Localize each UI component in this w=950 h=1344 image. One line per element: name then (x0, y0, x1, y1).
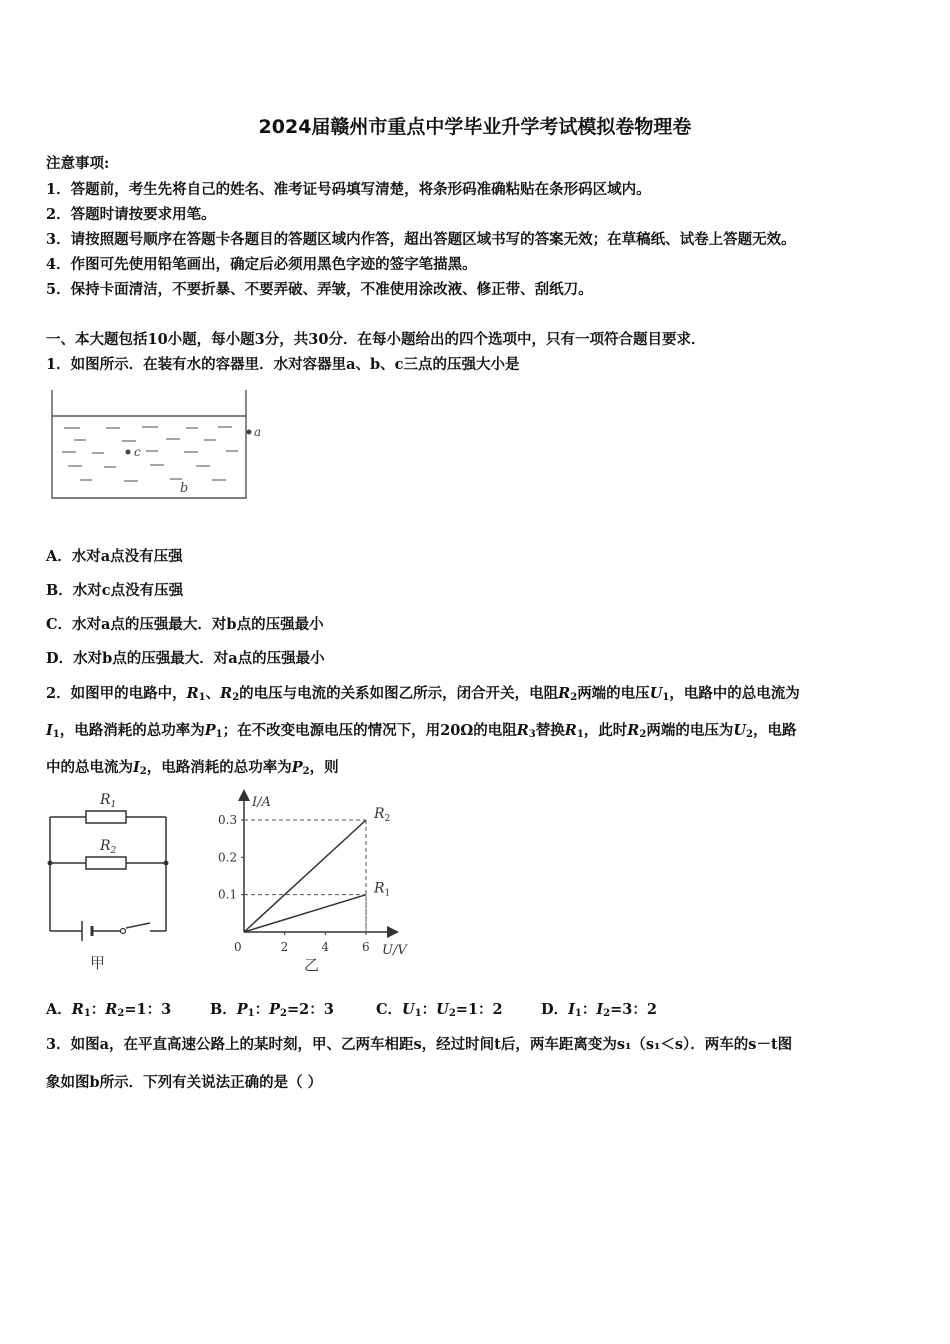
text: ，则 (309, 759, 339, 776)
notice-item-4: 4．作图可先使用铅笔画出，确定后必须用黑色字迹的签字笔描黑。 (46, 256, 477, 273)
letter: C． (376, 1001, 403, 1018)
resistor-r1 (86, 811, 126, 823)
letter: B． (210, 1001, 237, 1018)
sub: 2 (448, 1008, 456, 1019)
series-label-r2: $R_2$ (374, 806, 391, 824)
q2-iv-graph (210, 786, 420, 976)
notice-item-2: 2．答题时请按要求用笔。 (46, 206, 216, 223)
sub: 2 (232, 692, 240, 703)
text: 两端的电压为 (646, 722, 734, 739)
y-tick-label: 0.1 (218, 887, 238, 902)
switch-pivot (121, 929, 126, 934)
text: ： (581, 1001, 597, 1018)
var: P (204, 722, 216, 739)
var: R (71, 1001, 84, 1018)
var: I (596, 1001, 604, 1018)
text: =3：2 (610, 1001, 657, 1018)
circuit-caption: 甲 (90, 954, 106, 972)
text: 中的总电流为 (46, 759, 133, 776)
q3-stem-line-1: 3．如图a，在平直高速公路上的某时刻，甲、乙两车相距s，经过时间t后，两车距离变为s₁（s₁＜s）．两车的s－t图 (46, 1036, 793, 1053)
q2-option-b[interactable] (210, 998, 334, 1019)
r2-label (99, 838, 117, 856)
q1-option-a[interactable]: A．水对a点没有压强 (46, 548, 183, 565)
var: R (564, 722, 577, 739)
point-a-marker (247, 430, 252, 435)
text: ；在不改变电源电压的情况下，用20Ω的电阻 (222, 722, 517, 739)
page-title: 2024届赣州市重点中学毕业升学考试模拟卷物理卷 (258, 116, 692, 138)
var: R (220, 685, 233, 702)
q1-option-d[interactable]: D．水对b点的压强最大．对a点的压强最小 (46, 650, 325, 667)
var: U (649, 685, 663, 702)
notice-heading: 注意事项: (46, 155, 110, 172)
text: ： (254, 1001, 270, 1018)
q2-option-c[interactable] (376, 998, 503, 1019)
q2-stem-line-3 (46, 756, 339, 777)
q3-stem-line-2: 象如图b所示．下列有关说法正确的是（ ） (46, 1074, 323, 1091)
sub: 1 (574, 1008, 582, 1019)
r1-label-sub: 1 (110, 800, 117, 810)
water-dashes (62, 427, 238, 481)
y-tick-label: 0.2 (218, 850, 238, 865)
sub: 2 (280, 1008, 288, 1019)
point-c-marker (126, 450, 131, 455)
var: U (436, 1001, 449, 1018)
sub: 2 (745, 729, 753, 740)
notice-item-3: 3．请按照题号顺序在答题卡各题目的答题区域内作答，超出答题区域书写的答案无效；在草稿纸、试卷上答题无效。 (46, 231, 796, 248)
sub: 1 (662, 692, 670, 703)
var: I (133, 759, 140, 776)
q1-stem: 1．如图所示．在装有水的容器里．水对容器里a、b、c三点的压强大小是 (46, 356, 520, 373)
sub: 2 (139, 766, 147, 777)
resistor-r2 (86, 857, 126, 869)
text: ，电路消耗的总功率为 (59, 722, 205, 739)
point-c-label: c (134, 445, 141, 459)
r2-label-sub: 2 (110, 846, 117, 856)
container-outline (52, 390, 246, 498)
sub: 1 (247, 1008, 255, 1019)
text: 2．如图甲的电路中， (46, 685, 187, 702)
r1-label-main: R (100, 792, 111, 808)
r2-label-main: R (100, 838, 111, 854)
sub: 1 (198, 692, 206, 703)
notice-item-5: 5．保持卡面清洁，不要折暴、不要弄破、弄皱，不准使用涂改液、修正带、刮纸刀。 (46, 281, 593, 298)
series-line-r2 (244, 820, 366, 932)
q1-container-figure (46, 388, 276, 503)
sub: 2 (603, 1008, 611, 1019)
sub: 2 (302, 766, 310, 777)
q2-option-a[interactable] (46, 998, 171, 1019)
junction-right (164, 861, 169, 866)
x-axis-label: U/V (382, 943, 407, 958)
sub: 1 (83, 1008, 91, 1019)
sub: 2 (639, 729, 647, 740)
var: P (236, 1001, 248, 1018)
var: I (568, 1001, 575, 1018)
q2-stem-line-2 (46, 719, 796, 740)
letter: D． (541, 1001, 569, 1018)
var: U (402, 1001, 415, 1018)
text: ： (421, 1001, 437, 1018)
sub: 1 (52, 729, 60, 740)
var: R (558, 685, 571, 702)
battery-symbol (82, 921, 92, 941)
var: I (46, 722, 53, 739)
r1-label (99, 792, 116, 810)
letter: A． (46, 1001, 72, 1018)
q2-circuit-figure (46, 786, 176, 976)
var: U (733, 722, 746, 739)
text: 的电压与电流的关系如图乙所示，闭合开关，电阻 (239, 685, 559, 702)
text: 替换 (535, 722, 565, 739)
x-tick-label: 4 (321, 940, 329, 954)
text: ，电路中的总电流为 (669, 685, 800, 702)
var: R (105, 1001, 118, 1018)
sub: 1 (215, 729, 223, 740)
var: R (627, 722, 640, 739)
text: =1：3 (124, 1001, 172, 1018)
var: P (291, 759, 303, 776)
text: ： (90, 1001, 106, 1018)
text: ，电路消耗的总功率为 (146, 759, 292, 776)
series-label-r1: $R_1$ (374, 880, 391, 899)
section-1-instructions: 一、本大题包括10小题，每小题3分，共30分．在每小题给出的四个选项中，只有一项符合题目要求． (46, 331, 706, 348)
text: 两端的电压 (577, 685, 650, 702)
x-tick-label: 2 (280, 940, 289, 954)
text: ，此时 (583, 722, 628, 739)
var: R (186, 685, 199, 702)
q1-option-b[interactable]: B．水对c点没有压强 (46, 582, 184, 599)
q1-option-c[interactable]: C．水对a点的压强最大．对b点的压强最小 (46, 616, 324, 633)
notice-item-1: 1．答题前，考生先将自己的姓名、准考证号码填写清楚，将条形码准确粘贴在条形码区域内。 (46, 181, 651, 198)
point-a-label: a (254, 425, 262, 439)
y-axis-label: I/A (252, 795, 271, 810)
q2-stem-line-1 (46, 682, 800, 703)
circuit-wires (50, 817, 166, 931)
text: ，电路 (752, 722, 797, 739)
text: =1：2 (455, 1001, 503, 1018)
sub: 3 (528, 729, 536, 740)
sub: 1 (414, 1008, 422, 1019)
x-tick-label: 6 (362, 940, 370, 954)
q2-option-d[interactable] (541, 998, 657, 1019)
origin-label: 0 (234, 940, 242, 954)
var: R (516, 722, 529, 739)
text: 、 (205, 685, 221, 702)
var: P (269, 1001, 281, 1018)
point-b-label: b (180, 481, 189, 496)
y-tick-label: 0.3 (218, 813, 238, 827)
sub: 2 (570, 692, 578, 703)
sub: 1 (576, 729, 584, 740)
text: =2：3 (287, 1001, 334, 1018)
sub: 2 (117, 1008, 125, 1019)
series-line-r1 (244, 895, 366, 932)
graph-caption: 乙 (304, 956, 320, 974)
junction-left (48, 861, 53, 866)
